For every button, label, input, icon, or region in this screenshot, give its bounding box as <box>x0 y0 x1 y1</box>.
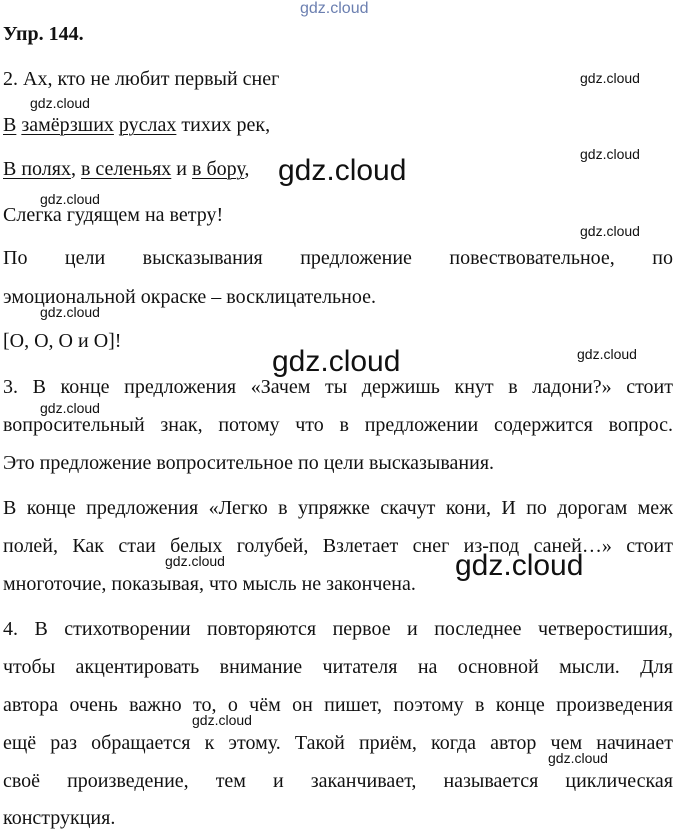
analysis-line-1: По цели высказывания предложение повествовательное, по <box>3 247 673 269</box>
paragraph-4-line-3: автора очень важно то, о чём он пишет, поэтому в конце произведения <box>3 694 673 716</box>
poem-line-3 <box>3 157 249 181</box>
paragraph-3-line-3: Это предложение вопросительное по цели высказывания. <box>3 452 495 474</box>
watermark: gdz.cloud <box>40 191 100 207</box>
sentence-scheme: [О, О, О и О]! <box>3 330 122 352</box>
poem-line-2-rest: тихих рек, <box>176 114 271 136</box>
poem-line-2 <box>3 113 270 137</box>
homogeneous-member-1: В полях <box>3 158 71 180</box>
separator: , <box>70 158 81 180</box>
watermark: gdz.cloud <box>577 346 637 362</box>
homogeneous-member-2: в селеньях <box>80 158 172 180</box>
paragraph-4-line-1: 4. В стихотворении повторяются первое и последнее четверостишия, <box>3 618 673 640</box>
watermark: gdz.cloud <box>165 553 225 569</box>
watermark: gdz.cloud <box>40 400 100 416</box>
exercise-title: Упр. 144. <box>3 23 84 45</box>
paragraph-4-line-4: ещё раз обращается к этому. Такой приём, когда автор чем начинает <box>3 732 673 754</box>
paragraph-3-line-2: вопросительный знак, потому что в предложении содержится вопрос. <box>3 414 673 436</box>
watermark: gdz.cloud <box>580 146 640 162</box>
paragraph-3-line-1: 3. В конце предложения «Зачем ты держишь кнут в ладони?» стоит <box>3 376 673 398</box>
separator: и <box>171 158 192 180</box>
word-noun: руслах <box>118 114 177 136</box>
watermark: gdz.cloud <box>580 70 640 86</box>
analysis-line-2: эмоциональной окраске – восклицательное. <box>3 286 376 308</box>
watermark: gdz.cloud <box>40 304 100 320</box>
paragraph-3b-line-3: многоточие, показывая, что мысль не закончена. <box>3 573 416 595</box>
watermark-large: gdz.cloud <box>455 549 584 582</box>
paragraph-4-line-6: конструкция. <box>3 807 116 829</box>
poem-line-1: 2. Ах, кто не любит первый снег <box>3 68 280 90</box>
poem-line-4: Слегка гудящем на ветру! <box>3 204 224 226</box>
word-subject-marker: В <box>3 114 17 136</box>
watermark: gdz.cloud <box>580 223 640 239</box>
watermark: gdz.cloud <box>30 95 90 111</box>
paragraph-3b-line-1: В конце предложения «Легко в упряжке скачут кони, И по дорогам меж <box>3 497 673 519</box>
paragraph-3b-line-2: полей, Как стаи белых голубей, Взлетает снег из-под саней…» стоит <box>3 535 673 557</box>
watermark-top: gdz.cloud <box>300 0 369 17</box>
paragraph-4-line-2: чтобы акцентировать внимание читателя на основной мысли. Для <box>3 656 673 678</box>
watermark: gdz.cloud <box>192 712 252 728</box>
homogeneous-member-3: в бору <box>192 158 245 180</box>
paragraph-4-line-5: своё произведение, тем и заканчивает, называется циклическая <box>3 770 673 792</box>
watermark-large: gdz.cloud <box>272 345 401 378</box>
separator: , <box>244 158 250 180</box>
watermark: gdz.cloud <box>548 750 608 766</box>
watermark-large: gdz.cloud <box>278 154 407 187</box>
word-adjective: замёрзших <box>21 114 114 136</box>
